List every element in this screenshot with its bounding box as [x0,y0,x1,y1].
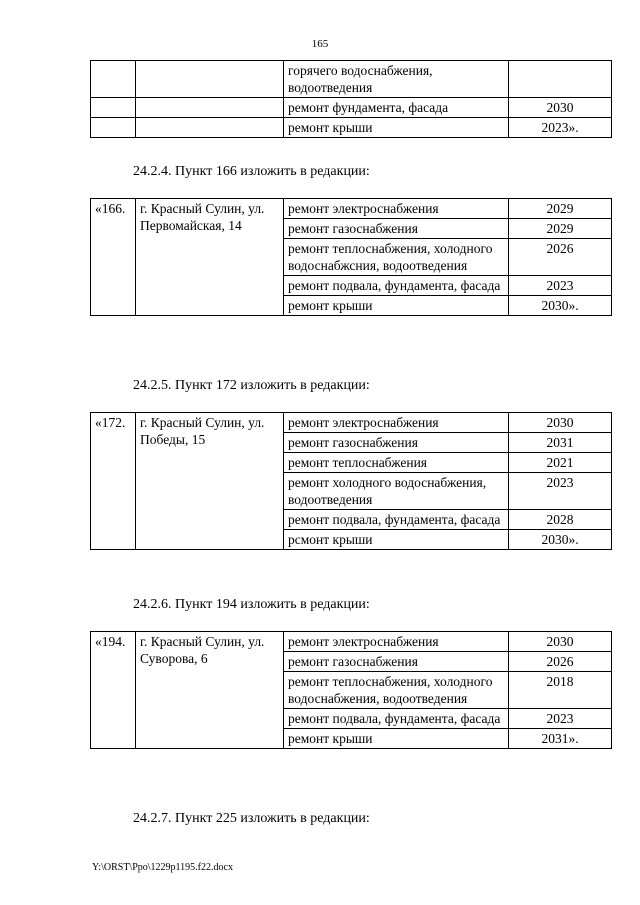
year-cell: 2026 [509,652,612,672]
year-cell: 2030». [509,296,612,316]
address-cell: г. Красный Сулин, ул. Первомайская, 14 [136,199,284,316]
address-cell [136,98,284,118]
year-cell: 2030 [509,413,612,433]
work-cell: ремонт крыши [284,118,509,138]
year-cell: 2023 [509,473,612,510]
work-cell: ремонт теплоснабжения [284,453,509,473]
section-table [90,412,612,550]
year-cell: 2023». [509,118,612,138]
section-heading: 24.2.4. Пункт 166 изложить в редакции: [133,164,370,179]
address-cell: г. Красный Сулин, ул. Победы, 15 [136,413,284,550]
year-cell: 2026 [509,239,612,276]
address-cell [136,61,284,98]
table-row [91,118,612,138]
year-cell: 2031 [509,433,612,453]
year-cell: 2018 [509,672,612,709]
work-cell: ремонт крыши [284,296,509,316]
section-heading: 24.2.7. Пункт 225 изложить в редакции: [133,811,370,826]
number-cell: «194. [91,632,136,749]
section-heading: 24.2.6. Пункт 194 изложить в редакции: [133,597,370,612]
work-cell: ремонт газоснабжения [284,652,509,672]
number-cell [91,98,136,118]
year-cell: 2021 [509,453,612,473]
work-cell: ремонт электроснабжения [284,632,509,652]
work-cell: ремонт крыши [284,729,509,749]
address-cell [136,118,284,138]
section-table [90,631,612,749]
table-row [91,61,612,98]
year-cell: 2030 [509,98,612,118]
year-cell: 2023 [509,709,612,729]
section-heading: 24.2.5. Пункт 172 изложить в редакции: [133,378,370,393]
top-table [90,60,612,138]
table-row [91,413,612,433]
table-row [91,98,612,118]
year-cell: 2030 [509,632,612,652]
table-row [91,199,612,219]
year-cell [509,61,612,98]
work-cell: ремонт электроснабжения [284,199,509,219]
year-cell: 2023 [509,276,612,296]
work-cell: ремонт теплоснабжения, холодного водоснабжсния, водоотведения [284,239,509,276]
year-cell: 2030». [509,530,612,550]
work-cell: ремонт фундамента, фасада [284,98,509,118]
work-cell: ремонт подвала, фундамента, фасада [284,709,509,729]
work-cell: ремонт газоснабжения [284,433,509,453]
number-cell [91,118,136,138]
work-cell: ремонт электроснабжения [284,413,509,433]
year-cell: 2028 [509,510,612,530]
address-cell: г. Красный Сулин, ул. Суворова, 6 [136,632,284,749]
section-table [90,198,612,316]
work-cell: ремонт подвала, фундамента, фасада [284,510,509,530]
number-cell: «172. [91,413,136,550]
work-cell: ремонт холодного водоснабжения, водоотведения [284,473,509,510]
page-number: 165 [311,38,329,50]
footer-file-path: Y:\ORST\Ppo\1229p1195.f22.docx [92,862,233,873]
work-cell: рсмонт крыши [284,530,509,550]
number-cell [91,61,136,98]
year-cell: 2029 [509,199,612,219]
table-row [91,632,612,652]
work-cell: ремонт подвала, фундамента, фасада [284,276,509,296]
work-cell: горячего водоснабжения, водоотведения [284,61,509,98]
work-cell: ремонт газоснабжения [284,219,509,239]
year-cell: 2031». [509,729,612,749]
work-cell: ремонт теплоснабжения, холодного водоснабжения, водоотведения [284,672,509,709]
year-cell: 2029 [509,219,612,239]
number-cell: «166. [91,199,136,316]
